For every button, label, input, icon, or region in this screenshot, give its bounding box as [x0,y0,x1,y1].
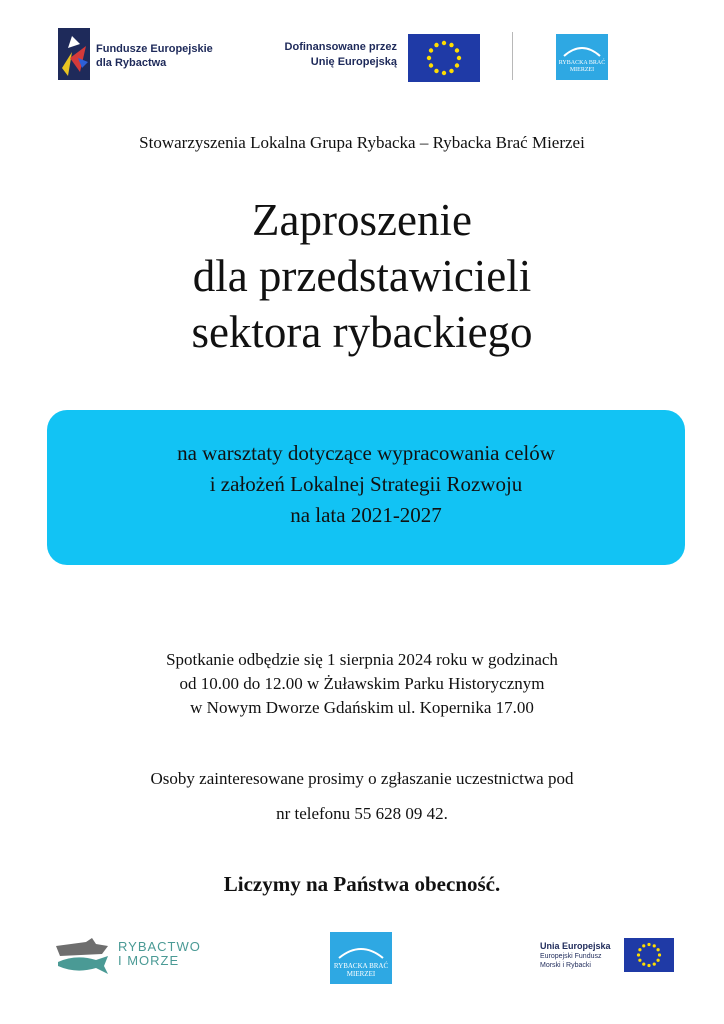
rbm-bottom-line3: MIERZEI [346,970,376,978]
eu-star-icon [442,41,446,45]
rybactwo-i-morze-logo [52,936,202,976]
contact-line1: Osoby zainteresowane prosimy o zgłaszanie uczestnictwa pod [150,769,574,788]
meeting-details [0,648,724,720]
workshop-line2: i założeń Lokalnej Strategii Rozwoju [209,472,523,496]
eu-star-icon [434,69,438,73]
dofinansowane-logo [262,34,482,84]
fe-logo-text [96,42,213,70]
meeting-line1: Spotkanie odbędzie się 1 sierpnia 2024 roku w godzinach [166,650,558,669]
headline-line1: Zaproszenie [252,195,472,245]
rbm-bottom-text [334,962,388,984]
eu-star-icon [647,943,650,946]
rbm-line1: RYBACKA [558,60,588,66]
rbm-bottom-line1: RYBACKA [333,962,368,970]
rybactwo-line1: RYBACTWO [118,939,201,954]
contact-info [0,761,724,831]
ue-line1: Unia Europejska [540,941,611,951]
fundusze-europejskie-logo [58,28,238,84]
bottom-logo-row [0,930,724,990]
eu-star-icon [642,944,645,947]
headline-line2: dla przedstawicieli [192,251,532,301]
workshop-line3: na lata 2021-2027 [290,503,442,527]
eu-star-icon [429,63,433,67]
eu-star-icon [647,964,650,967]
fe-star-icon [58,28,90,80]
rbm-bottom-line2: BRAĆ [369,962,389,970]
eu-star-icon [429,48,433,52]
ue-efmr-logo [540,938,676,978]
headline-line3: sektora rybackiego [191,307,533,357]
rybacka-brac-mierzei-logo-bottom [330,932,392,984]
dofinansowane-text [262,40,397,70]
fe-logo-line1: Fundusze Europejskie [96,43,213,55]
dofinansowane-line1: Dofinansowane przez [284,41,397,53]
eu-star-icon [449,43,453,47]
organization-name: Stowarzyszenia Lokalna Grupa Rybacka – Rybacka Brać Mierzei [139,133,585,152]
rybactwo-line2: I MORZE [118,953,180,968]
workshop-highlight-box [47,410,685,565]
invitation-headline [0,192,724,360]
eu-star-icon [642,962,645,965]
eu-star-icon [656,959,659,962]
fish-icon [52,936,114,976]
eu-star-icon [442,71,446,75]
eu-star-icon [658,953,661,956]
rybactwo-text [118,940,201,968]
dofinansowane-line2: Unię Europejską [310,56,397,68]
eu-star-icon [455,63,459,67]
top-logo-row [0,26,724,86]
rbm-arc-icon-bottom [337,942,385,960]
fe-logo-line2: dla Rybactwa [96,57,167,69]
rbm-logo-text [559,60,606,80]
eu-flag-icon [408,34,480,82]
eu-star-icon [638,959,641,962]
logo-divider [512,32,513,80]
eu-star-icon [637,953,640,956]
eu-star-icon [434,43,438,47]
workshop-line1: na warsztaty dotyczące wypracowania celów [177,441,555,465]
contact-phone: nr telefonu 55 628 09 42. [276,804,448,823]
eu-star-icon [455,48,459,52]
workshop-description [47,438,685,531]
eu-star-icon [427,56,431,60]
eu-star-icon [638,948,641,951]
eu-flag-icon-bottom [624,938,674,972]
ue-line3: Morski i Rybacki [540,962,591,969]
eu-star-icon [449,69,453,73]
closing-statement: Liczymy na Państwa obecność. [223,872,501,896]
ue-line2: Europejski Fundusz [540,953,602,960]
rbm-line2: BRAĆ [588,60,606,66]
eu-star-icon [653,944,656,947]
rbm-arc-icon [562,42,602,58]
rbm-line3: MIERZEI [569,67,595,73]
eu-star-icon [457,56,461,60]
rybacka-brac-mierzei-logo [556,34,608,80]
meeting-line2: od 10.00 do 12.00 w Żuławskim Parku Historycznym [179,674,545,693]
eu-star-icon [656,948,659,951]
meeting-line3: w Nowym Dworze Gdańskim ul. Kopernika 17.00 [190,698,534,717]
eu-star-icon [653,962,656,965]
ue-logo-text [540,940,622,970]
